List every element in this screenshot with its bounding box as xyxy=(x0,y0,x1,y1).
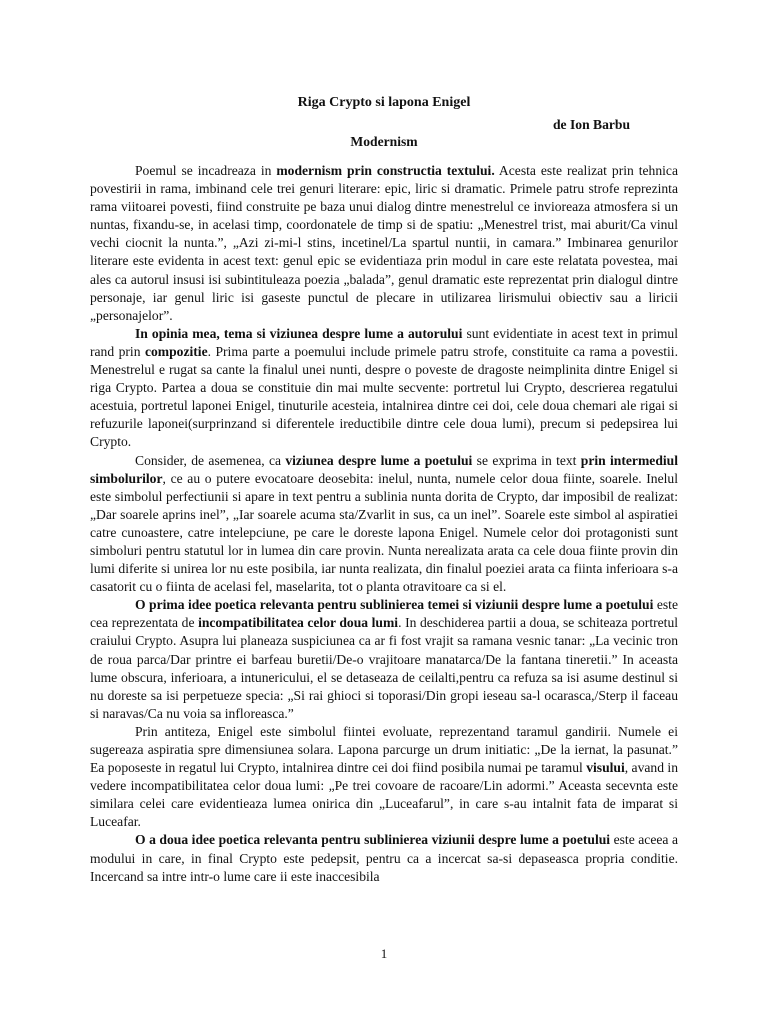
paragraph xyxy=(90,723,678,832)
text-run: este aceea a modului in care, in final Crypto este pedepsit, pentru ca a incercat sa-si depaseasca propria conditie. Incercand sa intre intr-o lume care ii este inaccesibila xyxy=(90,832,678,884)
bold-text: modernism prin constructia textului. xyxy=(276,163,495,178)
document-body xyxy=(90,162,678,886)
text-run: Prin antiteza, Enigel este simbolul fiintei evoluate, reprezentand taramul gandirii. Numele ei sugereaza aspiratia spre dimensiunea solara. Lapona parcurge un drum initiatic: „De la iernat, la pasunat.” Ea poposeste in regatul lui Crypto, intalnirea dintre cei doi fiind posibila numai pe taramul xyxy=(90,723,678,776)
text-run: . In deschiderea partii a doua, se schiteaza portretul craiului Crypto. Asupra lui planeaza suspiciunea ca ar fi fost vrajit sa ramana vesnic tanar: „La vecinic tron de roua parca/Dar printre ei barfeau buretii/De-o vrajitoare manatarca/De la fantana tineretii.” In aceasta lume obscura, inferioara, a intunericului, el se detaseaza de ceilalti,pentru ca refuza sa isi asume destinul si nu doreste sa isi perpetueze specia: „Si rai ghioci si toporasi/Din gropi ieseau sa-l ocarasca,/Sterp il faceau si naravas/Ca nu voia sa infloreasca.” xyxy=(90,615,679,721)
text-run: Poemul se incadreaza in xyxy=(135,163,277,178)
bold-text: visului xyxy=(586,760,625,776)
bold-text: O prima idee poetica relevanta pentru sublinierea temei si viziunii despre lume a poetului xyxy=(135,597,654,613)
text-run: Consider, de asemenea, ca xyxy=(135,452,286,468)
bold-text: O a doua idee poetica relevanta pentru sublinierea viziunii despre lume a poetului xyxy=(135,832,611,848)
text-run: . Prima parte a poemului include primele patru strofe, constituite ca rama a povestii. Menestrelul e rugat sa cante la finalul unei nunti, despre o poveste de dragoste neimplinita dintre Enigel si riga Crypto. Partea a doua se constituie din mai multe secvente: portretul lui Crypto, descrierea regatului acestuia, portretul laponei Enigel, tinuturile acesteia, intalnirea dintre cei doi, cele doua chemari ale rigai si refuzurile laponei(surprinzand si diferentele ireductibile dintre cele doua lumi), precum si pedepsirea lui Crypto. xyxy=(90,343,678,450)
page-number: 1 xyxy=(380,946,388,961)
document-subtitle: Modernism xyxy=(350,134,418,149)
paragraph xyxy=(90,831,678,885)
document-author: de Ion Barbu xyxy=(553,117,631,132)
paragraph xyxy=(90,325,678,452)
text-run: , ce au o putere evocatoare deosebita: inelul, nunta, numele celor doua fiinte, soarele. Inelul este simbolul perfectiunii si apare in text pentru a sublinia nunta dorita de Crypto, dar imposibil de realizat: „Dar soarele aprins inel”, „Iar soarele acuma sta/Zvarlit in sus, ca un inel”. Soarele este simbol al aspiratiei catre cunoastere, catre intelepciune, pe care le doreste lapona Enigel. Numele celor doi protagonisti sunt simboluri pentru statutul lor in lumea din care provin. Nunta nerealizata arata ca cele doua fiinte provin din lumi diferite si unirea lor nu este posibila, iar nunta realizata, din finalul poeziei arata ca fiinta inferioara s-a casatorit cu o fiinta de acelasi fel, maselarita, tot o planta otravitoare ca si el. xyxy=(90,470,678,595)
document-title: Riga Crypto si lapona Enigel xyxy=(297,95,471,110)
bold-text: prin intermediul simbolurilor xyxy=(90,452,678,486)
text-run: sunt evidentiate in acest text in primul rand prin xyxy=(90,325,679,359)
text-run: este cea reprezentata de xyxy=(90,597,678,631)
text-run: Acesta este realizat prin tehnica povestirii in rama, imbinand cele trei genuri literare: epic, liric si dramatic. Primele patru strofe reprezinta rama viitoarei povesti, fiind construite pe baza unui dialog dintre menestrelul ce invioreaza atmosfera si un nuntas, fixandu-se, in acelasi timp, coordonatele de timp si de spatiu: „Menestrel trist, mai aburit/Ca vinul vechi ciocnit la nunta.”, „Azi zi-mi-l stins, incetinel/La spartul nuntii, in camara.” Imbinarea genurilor literare este evidenta in acest text: genul epic se evidentiaza prin modul in care este relatata povestea, mai ales ca autorul insusi isi subintituleaza poezia „balada”, genul dramatic este reprezentat prin dialogul dintre personaje, iar genul liric isi gaseste punctul de plecare in utilizarea lirismului obiectiv sau a liricii „personajelor”. xyxy=(90,163,678,323)
bold-text: viziunea despre lume a poetului xyxy=(285,452,473,468)
bold-text: incompatibilitatea celor doua lumi xyxy=(198,615,399,631)
text-run: se exprima in text xyxy=(472,452,581,468)
paragraph xyxy=(90,452,678,597)
bold-text: In opinia mea, tema si viziunea despre lume a autorului xyxy=(135,325,463,341)
text-run: , avand in vedere incompatibilitatea celor doua lumi: „Pe trei covoare de racoare/Lin adormi.” Aceasta secevnta este similara celei care evidentieaza lumea onirica din „Luceafarul”, in care s-au intalnit fata de imparat si Luceafar. xyxy=(90,760,678,830)
bold-text: compozitie xyxy=(144,343,208,359)
paragraph xyxy=(90,162,678,325)
paragraph xyxy=(90,596,678,723)
